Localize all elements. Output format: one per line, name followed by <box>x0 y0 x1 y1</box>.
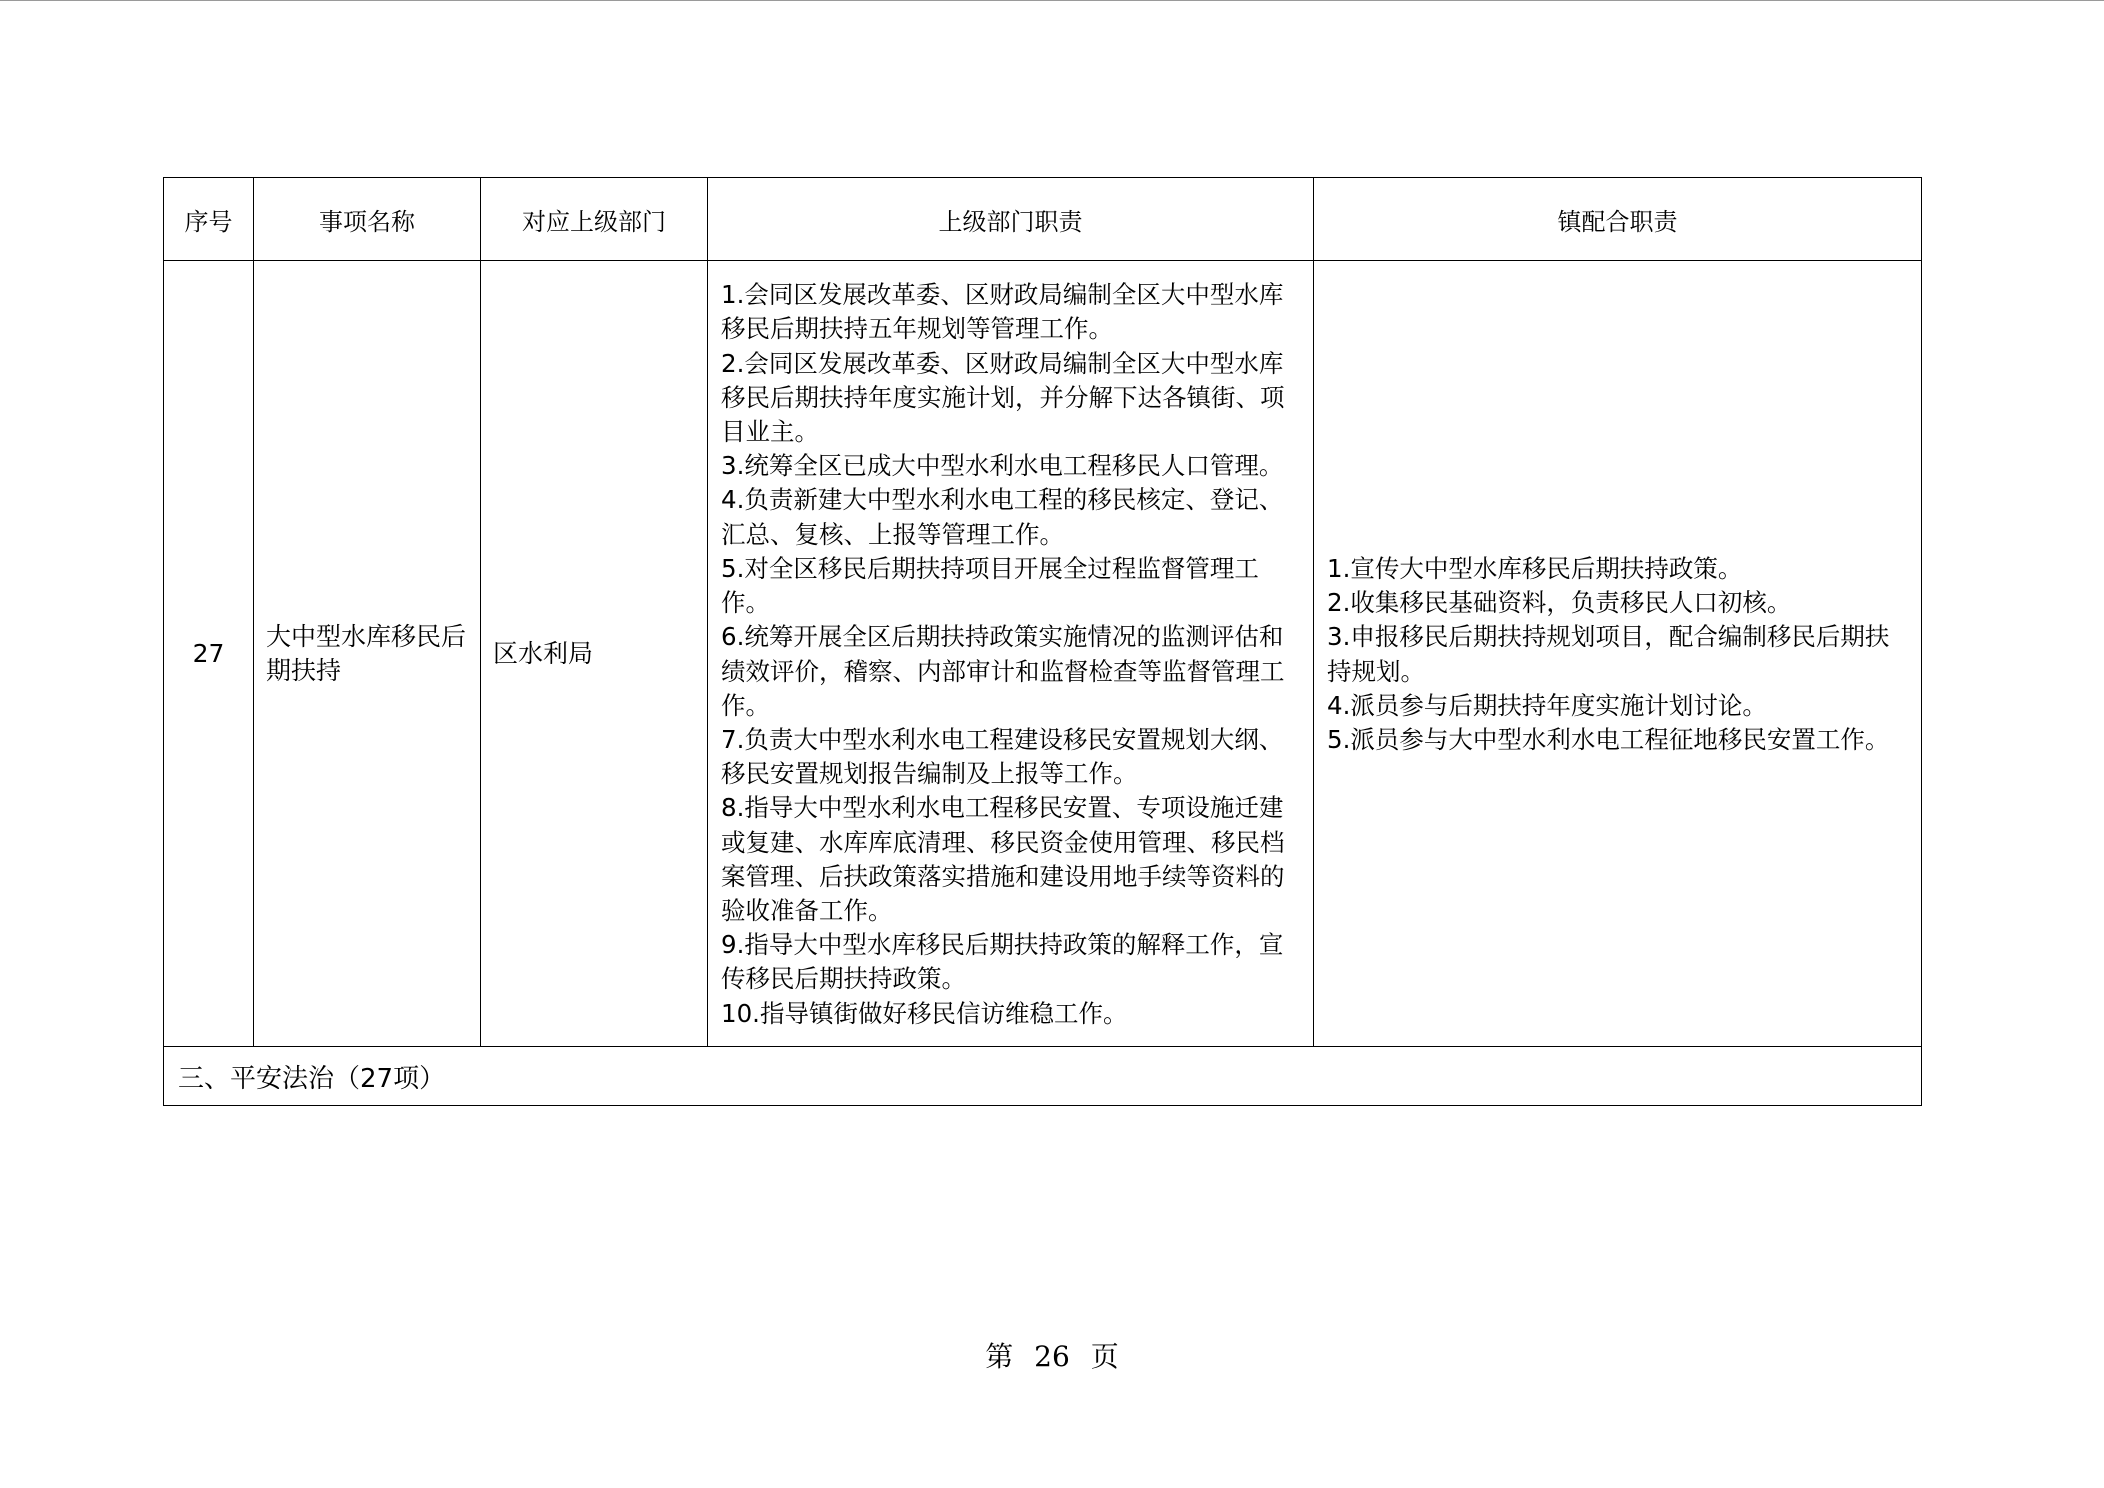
table-row <box>164 261 1922 1047</box>
row-dept: 区水利局 <box>481 261 708 1047</box>
page-footer <box>0 1335 2104 1375</box>
upper-duty-item: 2.会同区发展改革委、区财政局编制全区大中型水库移民后期扶持年度实施计划，并分解下达各镇街、项目业主。 <box>721 348 1285 447</box>
page-footer-suffix: 页 <box>1090 1340 1119 1373</box>
upper-duty-item: 4.负责新建大中型水利水电工程的移民核定、登记、汇总、复核、上报等管理工作。 <box>721 485 1284 549</box>
upper-duty-item: 6.统筹开展全区后期扶持政策实施情况的监测评估和绩效评价，稽察、内部审计和监督检查等监督管理工作。 <box>721 622 1285 720</box>
upper-duty-item: 9.指导大中型水库移民后期扶持政策的解释工作，宣传移民后期扶持政策。 <box>721 930 1284 994</box>
page-number: 26 <box>1034 1340 1070 1373</box>
upper-duty-item: 3.统筹全区已成大中型水利水电工程移民人口管理。 <box>721 451 1284 481</box>
upper-duty-item: 7.负责大中型水利水电工程建设移民安置规划大纲、移民安置规划报告编制及上报等工作。 <box>721 724 1284 789</box>
town-duty-item: 4.派员参与后期扶持年度实施计划讨论。 <box>1327 690 1767 720</box>
header-town-duties: 镇配合职责 <box>1314 178 1922 261</box>
upper-duty-item: 10.指导镇街做好移民信访维稳工作。 <box>721 998 1128 1028</box>
header-upper-duties: 上级部门职责 <box>708 178 1314 261</box>
row-item-name: 大中型水库移民后期扶持 <box>254 261 481 1047</box>
header-item-name: 事项名称 <box>254 178 481 261</box>
town-duty-item: 5.派员参与大中型水利水电工程征地移民安置工作。 <box>1327 724 1890 754</box>
town-duty-item: 3.申报移民后期扶持规划项目，配合编制移民后期扶持规划。 <box>1327 622 1890 686</box>
section-row <box>164 1047 1922 1106</box>
town-duty-item: 1.宣传大中型水库移民后期扶持政策。 <box>1327 553 1743 583</box>
table-header-row <box>164 178 1922 261</box>
duties-table <box>163 177 1922 1106</box>
row-seq: 27 <box>164 261 254 1047</box>
header-seq: 序号 <box>164 178 254 261</box>
upper-duty-item: 5.对全区移民后期扶持项目开展全过程监督管理工作。 <box>721 553 1259 618</box>
header-dept: 对应上级部门 <box>481 178 708 261</box>
town-duty-item: 2.收集移民基础资料，负责移民人口初核。 <box>1327 588 1792 618</box>
page-footer-prefix: 第 <box>985 1340 1014 1373</box>
town-duties-cell <box>1314 261 1922 1047</box>
section-title: 三、平安法治（27项） <box>164 1047 1922 1106</box>
page-top-border <box>0 0 2104 1</box>
upper-duties-cell <box>708 261 1314 1047</box>
upper-duty-item: 8.指导大中型水利水电工程移民安置、专项设施迁建或复建、水库库底清理、移民资金使用管理、移民档案管理、后扶政策落实措施和建设用地手续等资料的验收准备工作。 <box>721 793 1285 925</box>
upper-duty-item: 1.会同区发展改革委、区财政局编制全区大中型水库移民后期扶持五年规划等管理工作。 <box>721 280 1284 344</box>
